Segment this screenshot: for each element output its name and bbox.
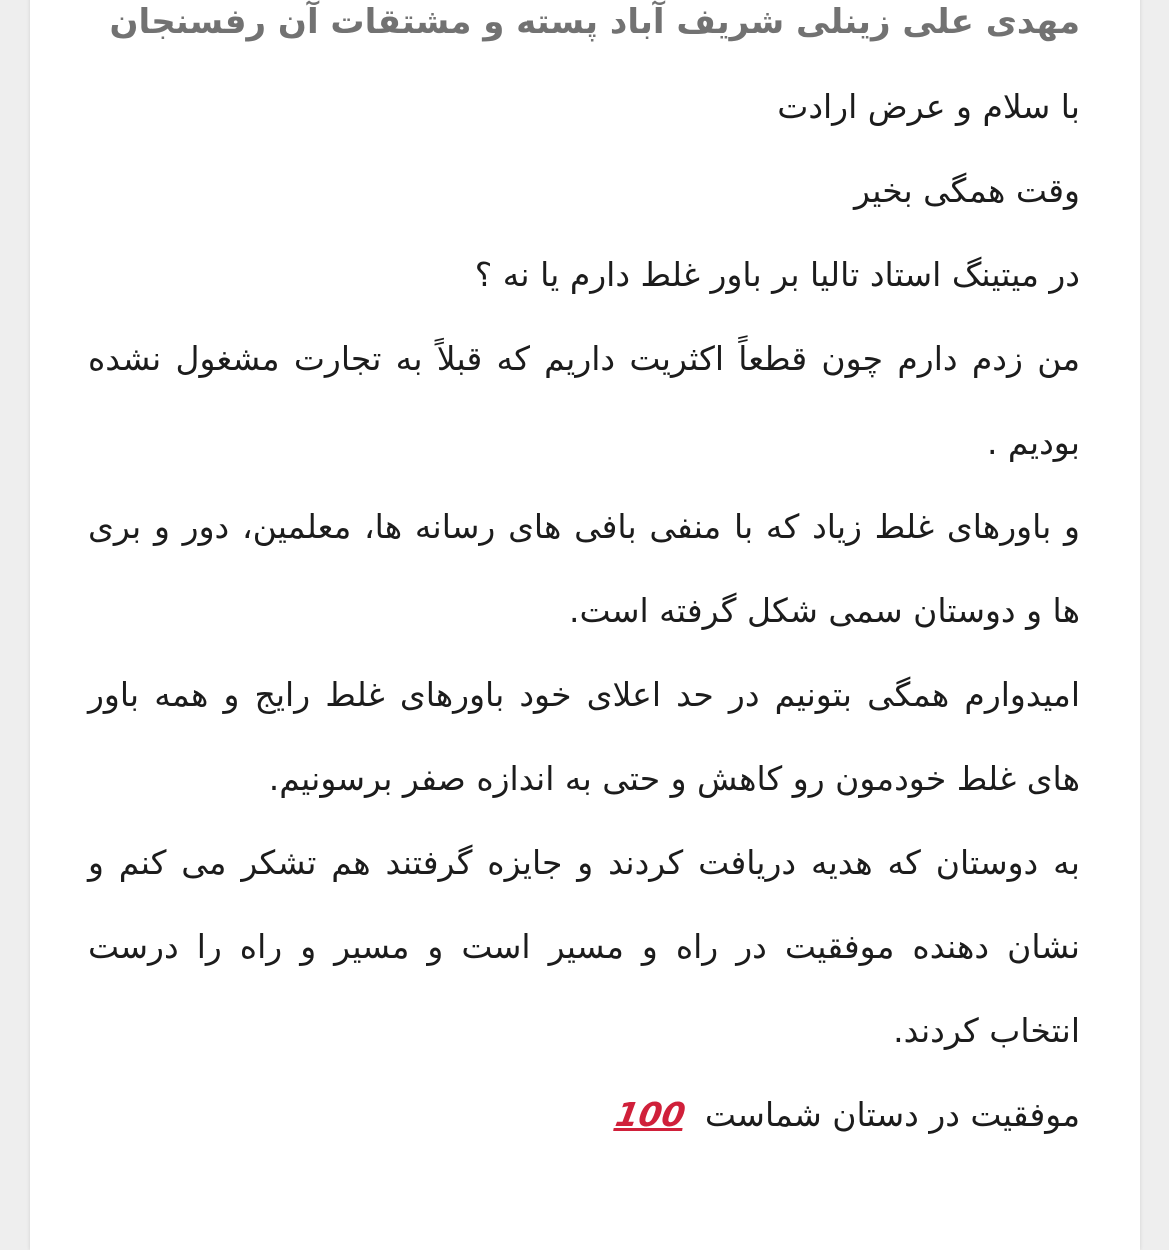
paragraph-hope: امیدوارم همگی بتونیم در حد اعلای خود باورهای غلط رایج و همه باور های غلط خودمون رو کاهش و حتی به اندازه صفر برسونیم.	[88, 675, 1080, 798]
author-title: مهدی علی زینلی شریف آباد پسته و مشتقات آن رفسنجان	[109, 2, 1080, 42]
paragraph-thanks: به دوستان که هدیه دریافت کردند و جایزه گرفتند هم تشکر می کنم و نشان دهنده موفقیت در راه و مسیر است و مسیر و راه را درست انتخاب کردند.	[88, 843, 1080, 1050]
paragraph-wrong-beliefs: و باورهای غلط زیاد که با منفی بافی های رسانه ها، معلمین، دور و بری ها و دوستان سمی شکل گرفته است.	[88, 507, 1080, 630]
paragraph-meeting-question: در میتینگ استاد تالیا بر باور غلط دارم یا نه ؟	[474, 255, 1080, 294]
closing-line	[88, 1073, 1080, 1157]
paragraph-good-time: وقت همگی بخیر	[854, 171, 1080, 210]
paragraph-majority: من زدم دارم چون قطعاً اکثریت داریم که قبلاً به تجارت مشغول نشده بودیم .	[88, 339, 1080, 462]
message-body	[88, 65, 1080, 1157]
message-card	[30, 0, 1140, 1250]
hundred-points-emoji: 100	[612, 1095, 688, 1134]
paragraph-greeting: با سلام و عرض ارادت	[777, 87, 1080, 126]
closing-text: موفقیت در دستان شماست	[704, 1095, 1080, 1134]
